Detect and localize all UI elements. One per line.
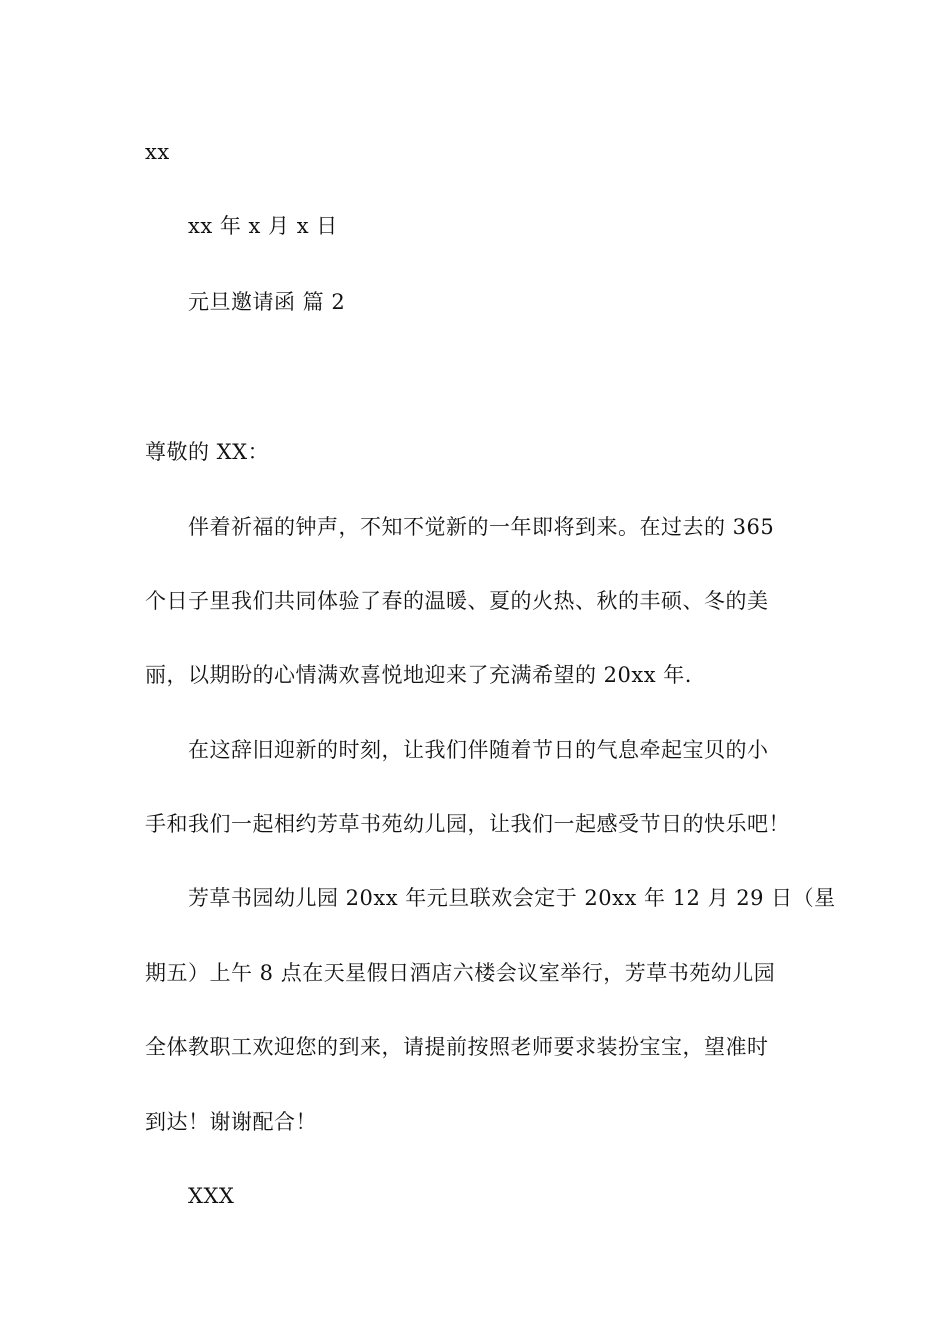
paragraph-2-line-1: 在这辞旧迎新的时刻，让我们伴随着节日的气息牵起宝贝的小 [188,738,769,762]
closing-name: xx [145,140,170,164]
paragraph-3-line-4: 到达！谢谢配合！ [145,1110,317,1134]
paragraph-1-line-2: 个日子里我们共同体验了春的温暖、夏的火热、秋的丰硕、冬的美 [145,589,769,613]
signature: XXX [188,1184,235,1208]
paragraph-1-line-1: 伴着祈福的钟声，不知不觉新的一年即将到来。在过去的 365 [188,515,775,539]
salutation: 尊敬的 XX： [145,440,270,464]
paragraph-2-line-2: 手和我们一起相约芳草书苑幼儿园，让我们一起感受节日的快乐吧！ [145,812,790,836]
paragraph-3-line-3: 全体教职工欢迎您的到来，请提前按照老师要求装扮宝宝，望准时 [145,1035,769,1059]
paragraph-3-line-2: 期五）上午 8 点在天星假日酒店六楼会议室举行，芳草书苑幼儿园 [145,961,776,985]
paragraph-1-line-3: 丽，以期盼的心情满欢喜悦地迎来了充满希望的 20xx 年. [145,663,692,687]
section-heading: 元旦邀请函 篇 2 [188,290,346,314]
paragraph-3-line-1: 芳草书园幼儿园 20xx 年元旦联欢会定于 20xx 年 12 月 29 日（星 [188,886,836,910]
closing-date: xx 年 x 月 x 日 [188,214,338,238]
